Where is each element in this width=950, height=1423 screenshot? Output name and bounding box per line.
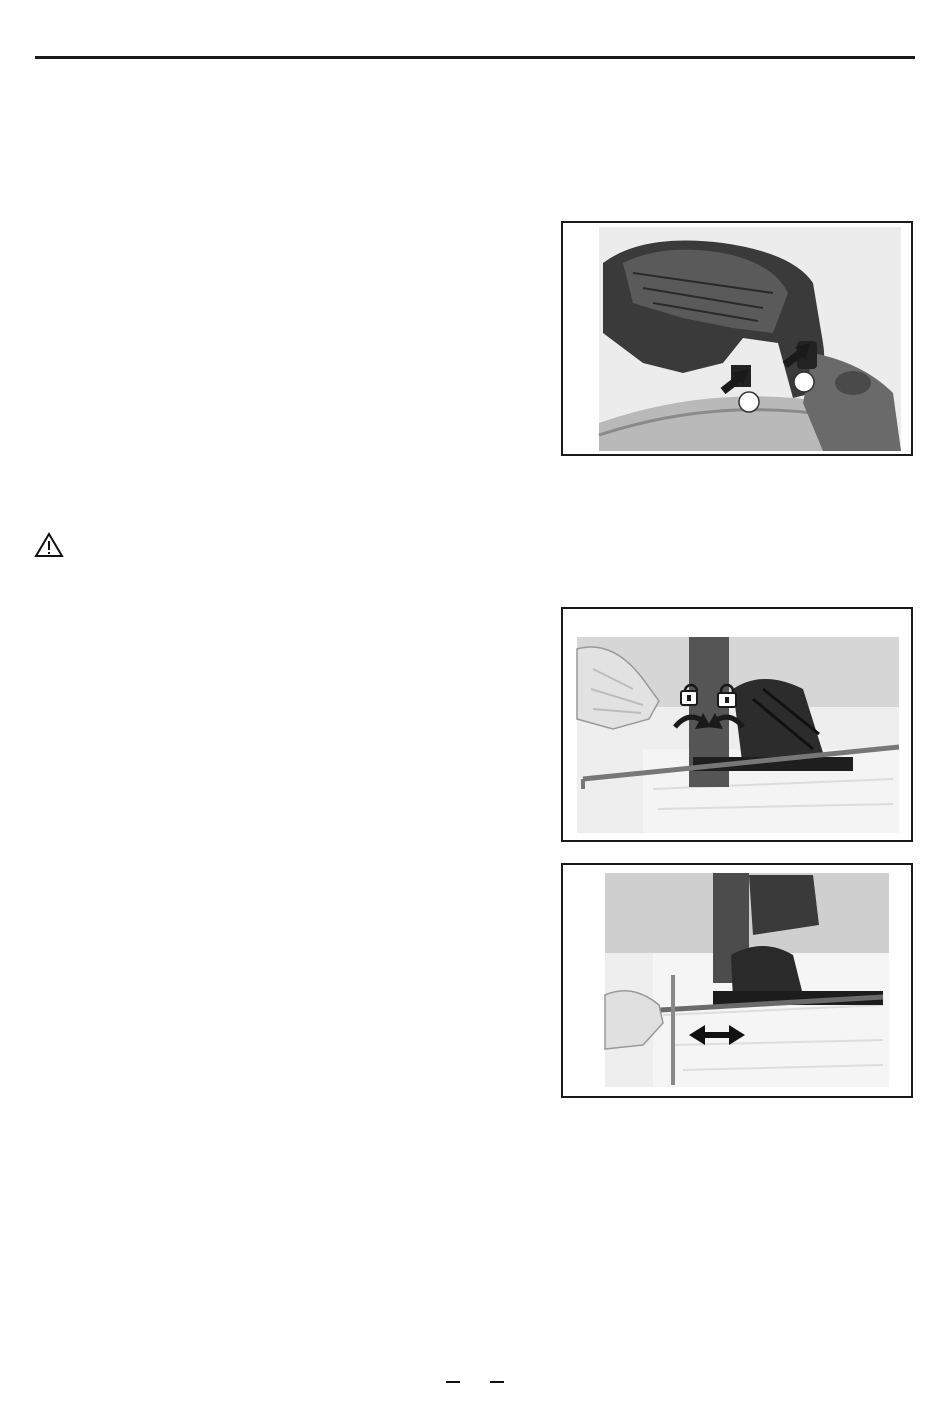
figure-handle-lock-buttons xyxy=(561,221,913,456)
photo-guide-adjust xyxy=(563,865,911,1096)
photo-guide-lock xyxy=(563,609,911,840)
callout-circle xyxy=(739,392,759,412)
callout-circle xyxy=(794,372,814,392)
figure-guide-lock-knobs xyxy=(561,607,913,842)
warning-triangle-icon xyxy=(34,532,64,558)
page-number-dash-right xyxy=(490,1381,504,1383)
photo-handle xyxy=(563,223,911,454)
page-number xyxy=(430,1368,520,1388)
figure-guide-adjust xyxy=(561,863,913,1098)
header-rule xyxy=(35,56,915,59)
